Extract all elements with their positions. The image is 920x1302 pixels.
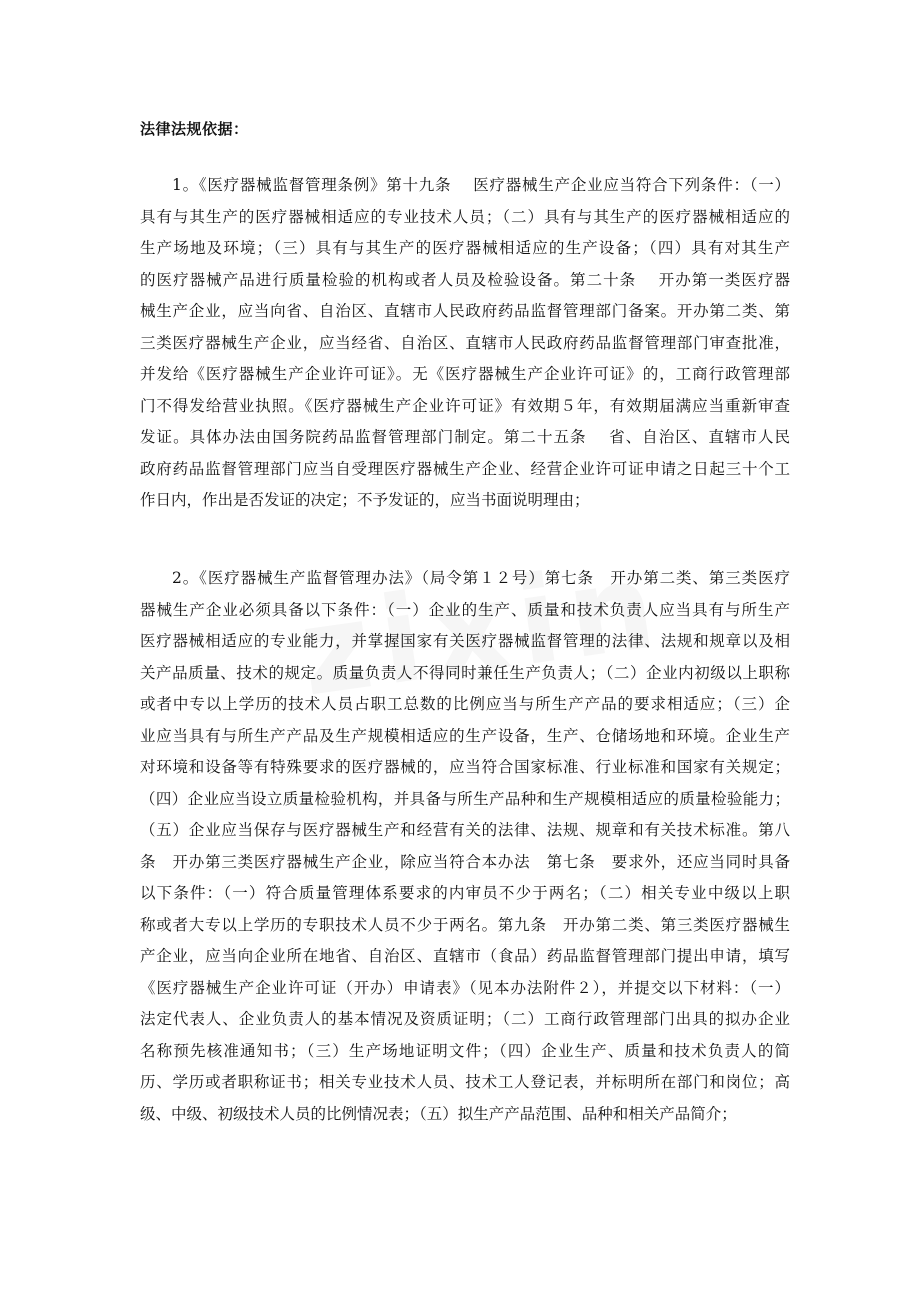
paragraph-line: 法定代表人、企业负责人的基本情况及资质证明；（二）工商行政管理部门出具的拟办企业 bbox=[140, 1010, 790, 1028]
paragraph-line: （四）企业应当设立质量检验机构，并具备与所生产品种和生产规模相适应的质量检验能力； bbox=[140, 789, 790, 808]
paragraph-line: 并发给《医疗器械生产企业许可证》。无《医疗器械生产企业许可证》的，工商行政管理部 bbox=[140, 365, 790, 383]
paragraph-line: 1。《医疗器械监督管理条例》第十九条 医疗器械生产企业应当符合下列条件：（一） bbox=[172, 176, 790, 194]
paragraph-line: 称或者大专以上学历的专职技术人员不少于两名。第九条 开办第二类、第三类医疗器械生 bbox=[140, 915, 790, 934]
paragraph-line: 名称预先核准通知书；（三）生产场地证明文件；（四）企业生产、质量和技术负责人的简 bbox=[140, 1041, 790, 1060]
paragraph-2 bbox=[140, 563, 790, 1130]
paragraph-line: 政府药品监督管理部门应当自受理医疗器械生产企业、经营企业许可证申请之日起三十个工 bbox=[140, 459, 790, 478]
paragraph-line: 业应当具有与所生产产品及生产规模相适应的生产设备，生产、仓储场地和环境。企业生产 bbox=[140, 726, 790, 745]
paragraph-line: 发证。具体办法由国务院药品监督管理部门制定。第二十五条 省、自治区、直辖市人民 bbox=[140, 428, 790, 446]
paragraph-line: 以下条件：（一）符合质量管理体系要求的内审员不少于两名；（二）相关专业中级以上职 bbox=[140, 884, 790, 902]
paragraph-line: 医疗器械相适应的专业能力，并掌握国家有关医疗器械监督管理的法律、法规和规章以及相 bbox=[140, 632, 790, 650]
paragraph-line: 的医疗器械产品进行质量检验的机构或者人员及检验设备。第二十条 开办第一类医疗器 bbox=[140, 270, 790, 289]
paragraph-line: 三类医疗器械生产企业，应当经省、自治区、直辖市人民政府药品监督管理部门审查批准， bbox=[140, 333, 790, 352]
paragraph-line: 器械生产企业必须具备以下条件：（一）企业的生产、质量和技术负责人应当具有与所生产 bbox=[140, 600, 790, 619]
paragraph-line: （五）企业应当保存与医疗器械生产和经营有关的法律、法规、规章和有关技术标准。第八 bbox=[140, 821, 790, 839]
paragraph-line: 门不得发给营业执照。《医疗器械生产企业许可证》有效期５年，有效期届满应当重新审查 bbox=[140, 396, 790, 415]
paragraph-line: 械生产企业，应当向省、自治区、直辖市人民政府药品监督管理部门备案。开办第二类、第 bbox=[140, 302, 790, 320]
paragraph-line: 《医疗器械生产企业许可证（开办）申请表》（见本办法附件２），并提交以下材料：（一） bbox=[140, 978, 790, 997]
paragraph-line: 产企业，应当向企业所在地省、自治区、直辖市（食品）药品监督管理部门提出申请，填写 bbox=[140, 947, 790, 965]
paragraph-line: 关产品质量、技术的规定。质量负责人不得同时兼任生产负责人；（二）企业内初级以上职称 bbox=[140, 663, 790, 682]
paragraph-line: 历、学历或者职称证书；相关专业技术人员、技术工人登记表，并标明所在部门和岗位；高 bbox=[140, 1073, 790, 1091]
paragraph-line: 具有与其生产的医疗器械相适应的专业技术人员；（二）具有与其生产的医疗器械相适应的 bbox=[140, 207, 790, 226]
paragraph-line: 条 开办第三类医疗器械生产企业，除应当符合本办法 第七条 要求外，还应当同时具备 bbox=[140, 852, 790, 871]
paragraph-line: 生产场地及环境；（三）具有与其生产的医疗器械相适应的生产设备；（四）具有对其生产 bbox=[140, 239, 790, 257]
paragraph-line: 对环境和设备等有特殊要求的医疗器械的，应当符合国家标准、行业标准和国家有关规定； bbox=[140, 758, 790, 776]
paragraph-line: 级、中级、初级技术人员的比例情况表；（五）拟生产产品范围、品种和相关产品简介； bbox=[140, 1104, 737, 1123]
paragraph-line: 或者中专以上学历的技术人员占职工总数的比例应当与所生产产品的要求相适应；（三）企 bbox=[140, 695, 790, 713]
paragraph-line: 作日内，作出是否发证的决定；不予发证的，应当书面说明理由； bbox=[140, 491, 590, 509]
paragraph-1 bbox=[140, 170, 790, 517]
paragraph-line: 2。《医疗器械生产监督管理办法》（局令第１２号）第七条 开办第二类、第三类医疗 bbox=[172, 569, 790, 587]
section-heading: 法律法规依据： bbox=[140, 120, 249, 138]
